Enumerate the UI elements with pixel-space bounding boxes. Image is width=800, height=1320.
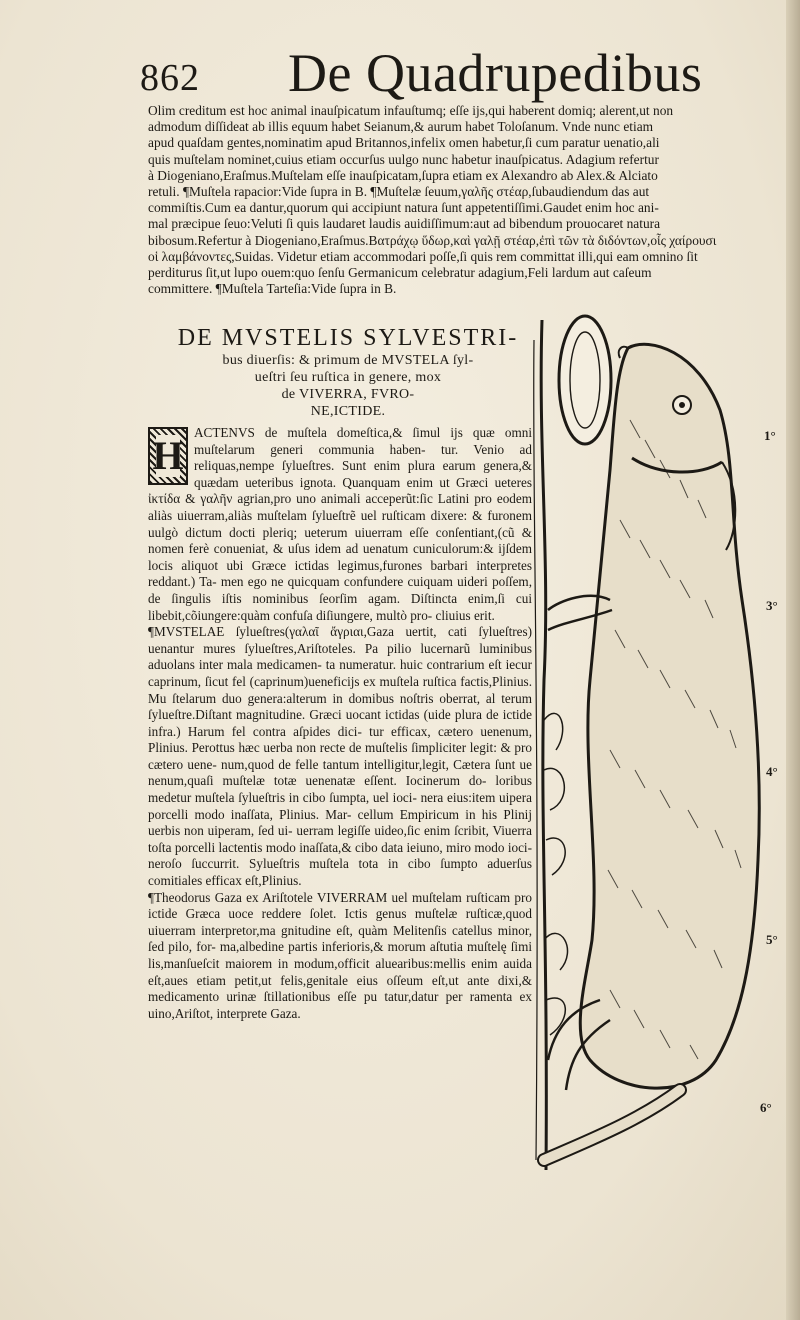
heading-line: bus diuerſis: & primum de MVSTELA ſyl- bbox=[222, 353, 474, 368]
text-line: quis muſtelam nominet,cuius etiam occurſus uulgo nunc habetur inauſpicatus. Adagium refertur bbox=[148, 151, 659, 167]
text-line: à Diogeniano,Eraſmus.Muſtelam eſſe inauſpicatam,ſupra etiam ex Alexandro ab Alex.& Alciato bbox=[148, 167, 658, 183]
text-line: Olim creditum est hoc animal inauſpicatum infauſtumq; eſſe ijs,qui haberent domiq; alerent,ut non bbox=[148, 103, 674, 118]
text-line: retuli. ¶Muſtela rapacior:Vide ſupra in B. ¶Muſtelæ ſeuum,γαλῆς στέαρ,ſubaudiendum das aut bbox=[148, 184, 650, 200]
heading-line: ueſtri ſeu ruſtica in genere, mox bbox=[254, 370, 442, 385]
running-title: De Quadrupedibus bbox=[288, 43, 703, 103]
text-line: mal præcipue ſeuo:Veluti ſi quis laudaret laudis auidiſſimum:aut ad bibendum prouocaret natura bbox=[148, 216, 661, 232]
text-line: bibosum.Refertur à Diogeniano,Eraſmus.Βατράχῳ ὕδωρ,καὶ γαλῇ στέαρ,ἐπὶ τῶν τὰ διδόντων,οἷς χαίρουσι bbox=[148, 232, 717, 248]
paragraph: ¶Theodorus Gaza ex Ariſtotele VIVERRAM uel muſtelam ruſticam pro ictide Græca uoce reddere ſolet. Ictis genus muſtelæ ruſticæ,quod uiuerram interpretor,ma gnitudine eſt, quàm Melitenſis catellus minor, ſed pilo, for- ma,albedine partis inferioris,& morum aſtutia muſtelę ſimi lis,manſueſcit maiorem in modum,officit aluearibus:mellis enim auida eſt,aues etiam petit,ut felis,genitale eius oſſeum eſt,ut ante dixi,& medicamento urinæ ſtillationibus eſſe pu tatur,datur per ramenta ex uino,Ariſtot, interprete Gaza. bbox=[148, 889, 532, 1021]
margin-note: 6° bbox=[760, 1100, 772, 1115]
heading-line: de VIVERRA, FVRO- bbox=[281, 387, 415, 402]
woodcut-mustela-illustration bbox=[530, 300, 770, 1180]
text-line: perditurus ſit,ut lupo ouem:quo ſenſu Germanicum celebratur adagium,Feli lardum aut caſeum bbox=[148, 265, 652, 281]
paragraph: ACTENVS de muſtela domeſtica,& ſimul ijs quæ omni muſtelarum generi communia haben- tur. Venio ad reliquas,nempe ſylueſtres. Sunt enim plura earum genera,& quædam ueteribus ignota. Quanquam enim ut Græci ueteres ἰκτίδα & γαλῆν agrian,pro uno animali acceperũt:ſic Latini pro eodem aliàs uiuerram,aliàs muſtelam ſylueſtrẽ uel ruſticam dixere: & furonem uulgò dictum docti pleriq; ueterum uiuerram eſſe conſentiant,(cũ & nomen ferè conueniat, & uſus idem ad uenatum cuniculorum:& ijſdem locis aliquot ubi Græce ictidas legimus,furones barbari interpretes reddant.) Ta- men ego ne quicquam confundere cuiquam uideri poſſem, de ſingulis iſtis nominibus ſeorſim agam. Diſtincta enim,ſi cui libebit,cõiungere:quàm confuſa diſiungere, multò pro- cliuius erit. bbox=[148, 425, 532, 623]
margin-note: 3° bbox=[766, 598, 778, 613]
heading-line: NE,ICTIDE. bbox=[310, 404, 386, 419]
text-line: committere. ¶Muſtela Tarteſia:Vide ſupra in B. bbox=[148, 281, 397, 297]
text-line: οἱ λαμβάνοντες,Suidas. Videtur etiam accommodari poſſe,ſi quis rem committat illi,qui eam omnino ſit bbox=[148, 248, 698, 264]
margin-note: 4° bbox=[766, 764, 778, 779]
text-line: commiſtis.Cum ea dantur,quorum qui accipiunt natura ſunt appetentiſſimi.Gaudet enim hoc ani- bbox=[148, 200, 659, 216]
margin-note: 5° bbox=[766, 932, 778, 947]
section-heading bbox=[168, 324, 528, 420]
top-text-block bbox=[148, 103, 766, 297]
page-number: 862 bbox=[140, 57, 200, 99]
initial-letter: H bbox=[152, 433, 184, 478]
page-spine-edge bbox=[786, 0, 800, 1320]
text-line: apud quaſdam gentes,nominatim apud Britannos,infelix omen habetur,ſi cum paratur uenatio,ali bbox=[148, 135, 660, 151]
main-text-column bbox=[148, 425, 532, 1022]
margin-note: 1° bbox=[764, 428, 776, 443]
text-line: admodum diſſideat ab illis equum habet Seianum,& aurum habet Toloſanum. Vnde nunc etiam bbox=[148, 119, 654, 135]
decorated-initial bbox=[148, 427, 188, 485]
paragraph: ¶MVSTELAE ſylueſtres(γαλαῖ ἄγριαι,Gaza uertit, cati ſylueſtres) uenantur mures ſylueſtres,Ariſtoteles. Pa pilio lucernarũ luminibus aduolans inter mala medicamen- ta numeratur. huic contrarium eſt iecur caprinum, ſicut fel (caprinum)ueneficijs ex muſtela ruſtica factis,Plinius. Mu ſtelarum duo genera:alterum in domibus noſtris oberrat, al terum ſylueſtre.Diſtant magnitudine. Græci uocant ictidas (uide plura de ictide infra.) Harum fel contra aſpides dici- tur efficax, cætero uenenum, Plinius. Perottus hæc uerba non recte de muſtelis ſimpliciter legit: & pro cætero uene- num,quod de felle tantum intelligitur,legit, Cætera ſunt ue nenum,quaſi muſtelæ totæ uenenatæ eſſent. Iocinerum do- loribus medetur muſtela ſylueſtris in cibo ſumpta, uel ioci- nera eius:item uipera porcelli modo inaſſata, Plinius. Mar- cellum Empiricum in his Plinij uerbis non uiperam, ſed ui- uerram legiſſe uideo,ſic enim ſcribit, Viuerra toſta porcelli lactentis modo inaſſata,& cibo data ieiuno, miro modo ioci- neroſo ſuccurrit. Sylueſtris muſtela tota in cibo ſumpto aduerſus comitiales efficax eſt,Plinius. bbox=[148, 624, 532, 889]
running-header bbox=[140, 40, 760, 104]
heading-line: DE MVSTELIS SYLVESTRI- bbox=[177, 325, 519, 351]
